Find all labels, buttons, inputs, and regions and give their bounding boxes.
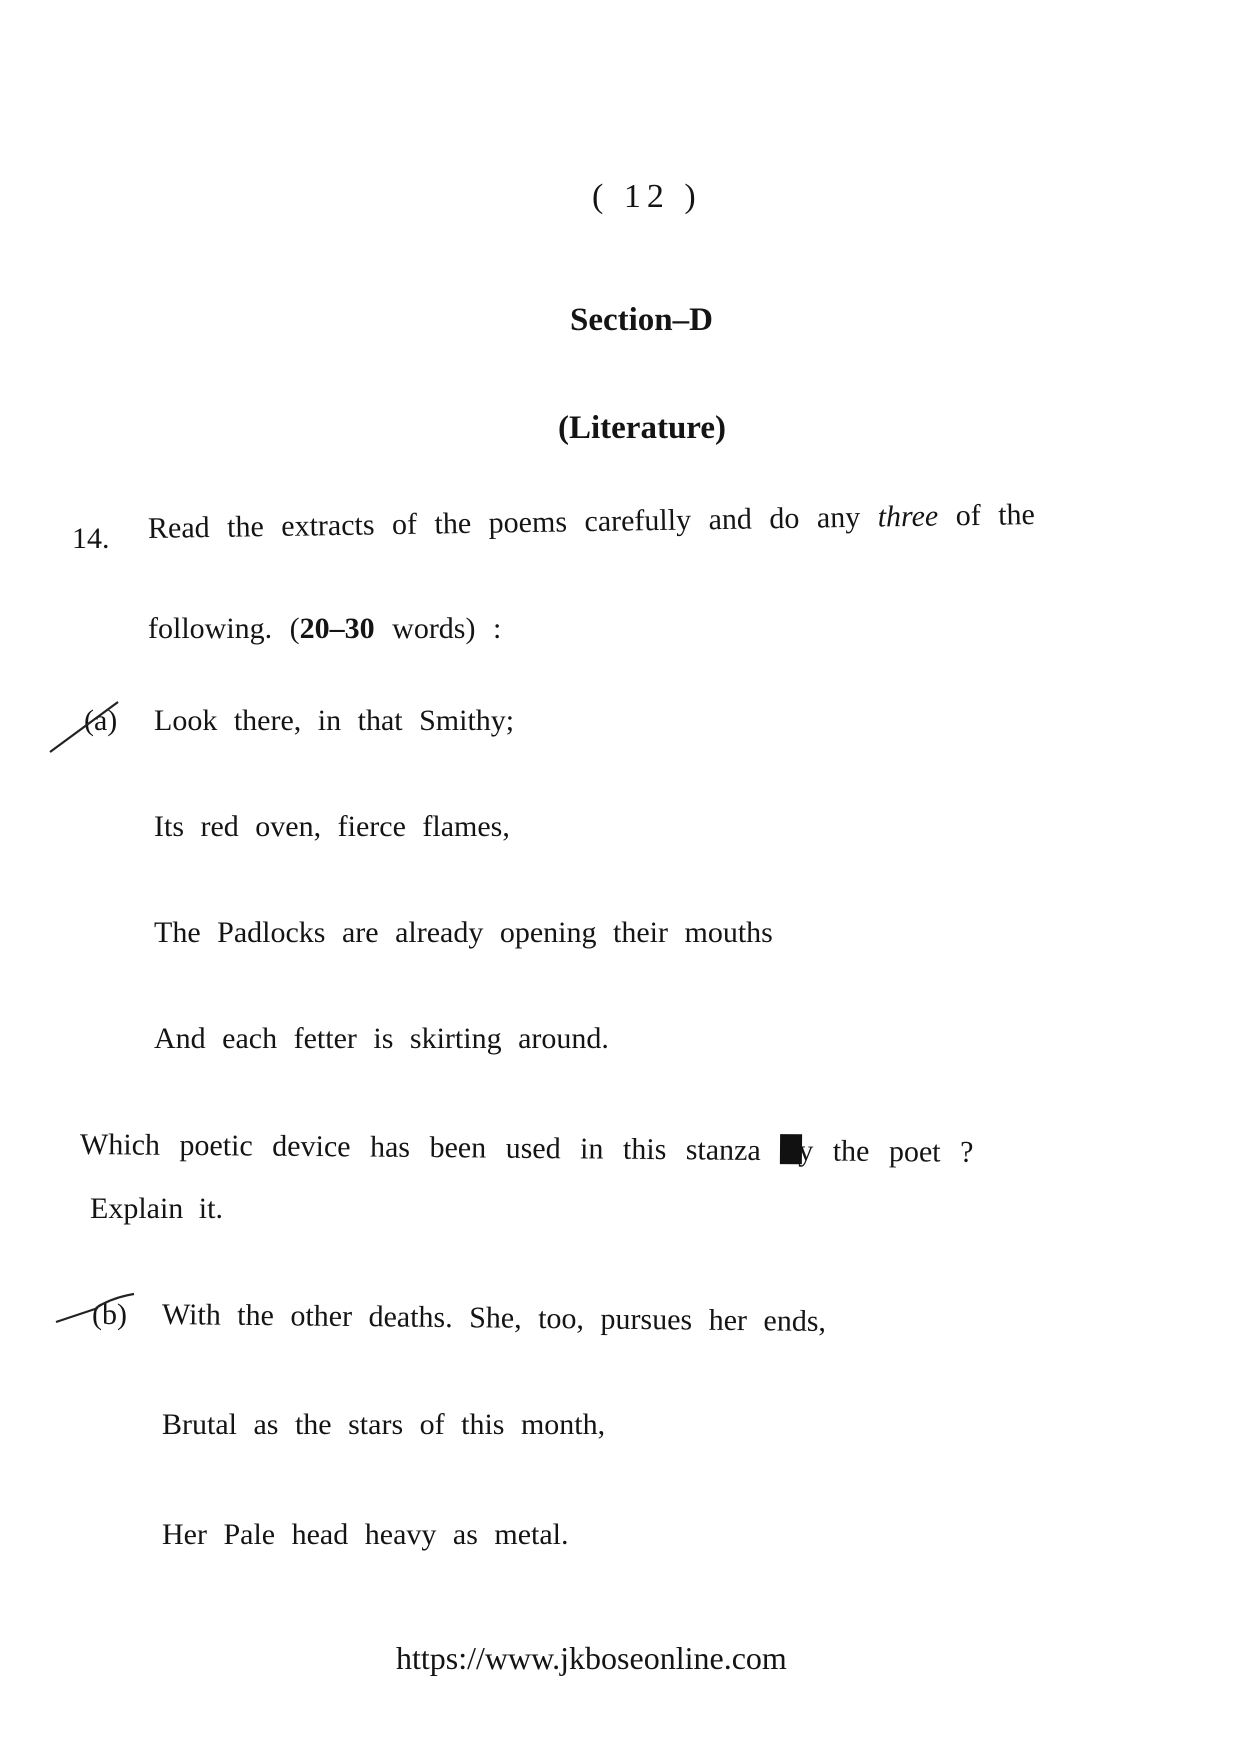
word-limit: 20–30 <box>299 612 375 645</box>
extract-b-line: With the other deaths. She, too, pursues her ends, <box>161 1298 827 1338</box>
extract-a-line: The Padlocks are already opening their mouths <box>154 916 773 949</box>
section-subtitle: (Literature) <box>558 410 726 446</box>
page-number: ( 12 ) <box>592 178 702 215</box>
extract-a-question-line-1 <box>80 1128 974 1170</box>
extract-b-line: Brutal as the stars of this month, <box>162 1408 606 1441</box>
question-number: 14. <box>72 522 110 555</box>
extract-b-line: Her Pale head heavy as metal. <box>162 1518 569 1551</box>
prompt-text-end: of the <box>937 498 1036 533</box>
question-text-end: y the poet ? <box>798 1134 974 1169</box>
extract-a-line: Look there, in that Smithy; <box>154 704 515 737</box>
question-prompt-line-1 <box>148 498 1035 546</box>
prompt-text: Read the extracts of the poems carefully and do any <box>147 500 878 545</box>
extract-a-question-line-2: Explain it. <box>90 1192 223 1225</box>
footer-url: https://www.jkboseonline.com <box>396 1640 787 1676</box>
extract-a-marker: (a) <box>84 704 118 737</box>
prompt-emphasis: three <box>877 499 939 534</box>
question-text: Which poetic device has been used in this stanza <box>79 1128 781 1168</box>
prompt-text: following. ( <box>148 612 300 645</box>
question-prompt-line-2 <box>148 612 501 646</box>
extract-a-line: And each fetter is skirting around. <box>154 1022 609 1055</box>
extract-a-line: Its red oven, fierce flames, <box>154 810 510 843</box>
prompt-text-end: words) : <box>374 612 502 645</box>
extract-b-marker: (b) <box>92 1298 127 1331</box>
section-title: Section–D <box>570 302 713 338</box>
